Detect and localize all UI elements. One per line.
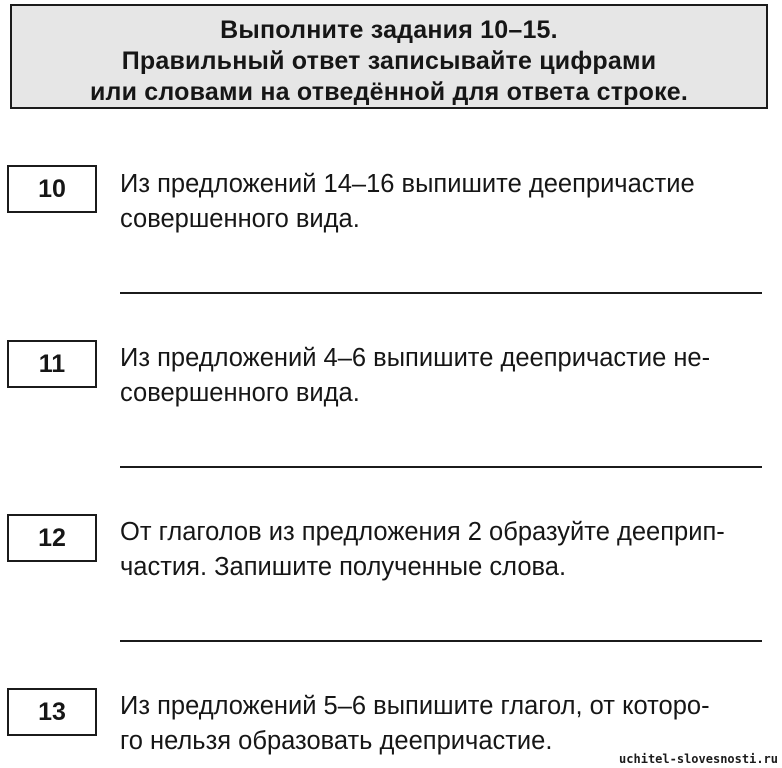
- watermark: uchitel-slovesnosti.ru: [619, 752, 778, 766]
- task-number-box: 11: [7, 340, 97, 388]
- instructions-line-3: или словами на отведённой для ответа строке.: [89, 78, 689, 106]
- task-text-line-2: совершенного вида.: [120, 379, 360, 407]
- answer-line[interactable]: [120, 466, 762, 468]
- task-number-box: 12: [7, 514, 97, 562]
- answer-line[interactable]: [120, 292, 762, 294]
- task-number-box: 13: [7, 688, 97, 736]
- task-text-line-2: го нельзя образовать деепричастие.: [120, 727, 553, 755]
- task-text-line-2: частия. Запишите полученные слова.: [120, 553, 567, 581]
- task-text-line-1: Из предложений 14–16 выпишите деепричастие: [120, 170, 695, 198]
- instructions-line-2: Правильный ответ записывайте цифрами: [121, 47, 657, 75]
- task-text: [120, 167, 780, 237]
- task-text-line-1: Из предложений 5–6 выпишите глагол, от которо-: [120, 692, 710, 720]
- answer-line[interactable]: [120, 640, 762, 642]
- task-text: [120, 341, 780, 411]
- task-number-box: 10: [7, 165, 97, 213]
- task-text-line-1: От глаголов из предложения 2 образуйте дееприп-: [120, 518, 725, 546]
- task-text: [120, 689, 780, 759]
- instructions-line-1: Выполните задания 10–15.: [220, 16, 558, 44]
- task-text-line-1: Из предложений 4–6 выпишите деепричастие не-: [120, 344, 711, 372]
- task-text-line-2: совершенного вида.: [120, 205, 360, 233]
- task-text: [120, 515, 780, 585]
- instructions-box: [10, 4, 768, 109]
